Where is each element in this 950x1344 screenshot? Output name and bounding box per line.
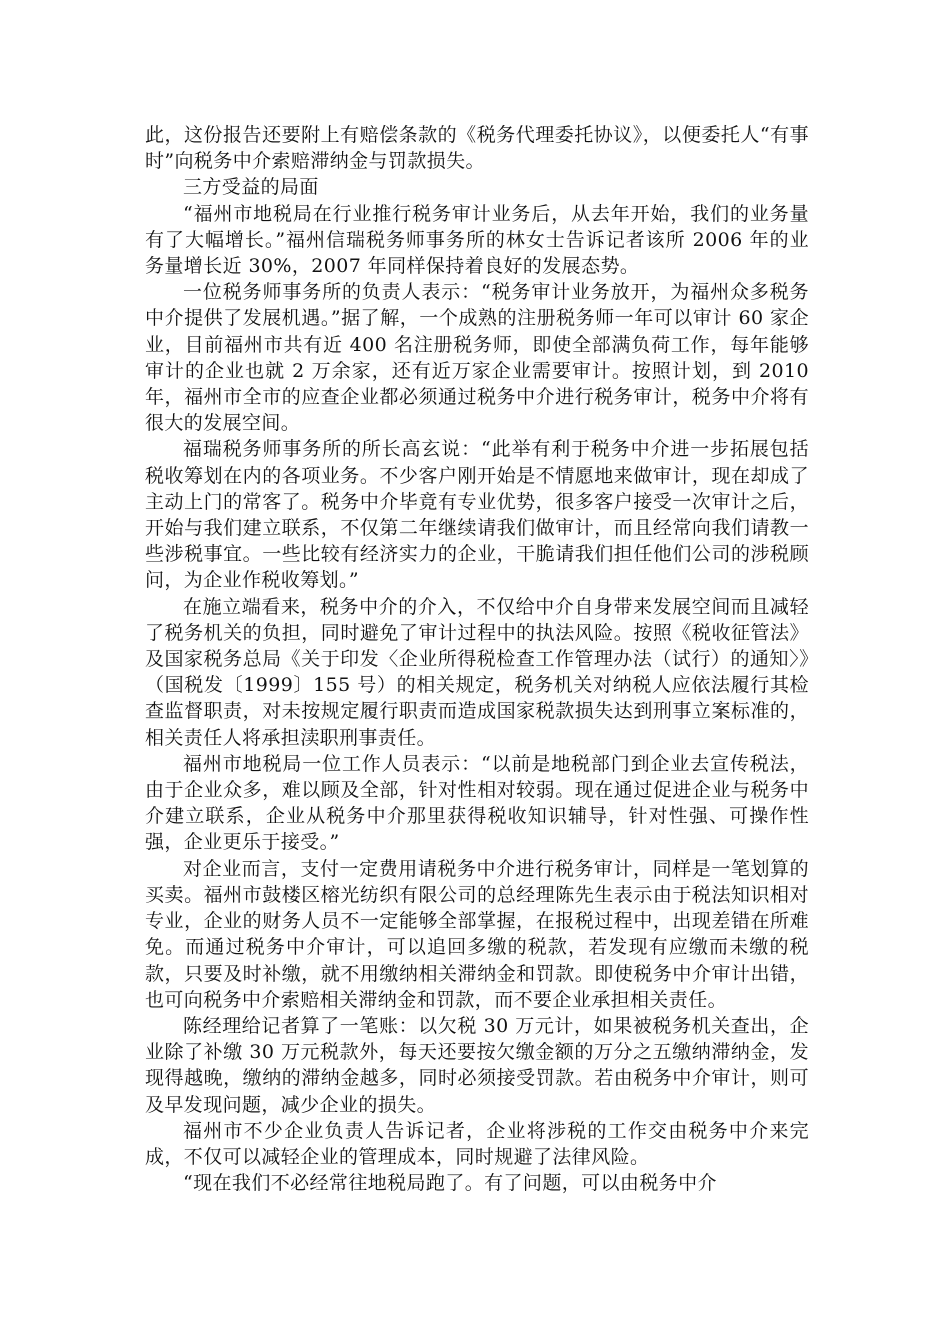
paragraph: 在施立端看来，税务中介的介入，不仅给中介自身带来发展空间而且减轻了税务机关的负担，同时避免了审计过程中的执法风险。按照《税收征管法》及国家税务总局《关于印发〈企业所得税检查工作管理办法（试行）的通知〉》（国税发〔1999〕155 号）的相关规定，税务机关对纳税人应依法履行其检查监督职责，对未按规定履行职责而造成国家税款损失达到刑事立案标准的，相关责任人将承担渎职刑事责任。 xyxy=(145,595,809,749)
paragraph: “福州市地税局在行业推行税务审计业务后，从去年开始，我们的业务量有了大幅增长。”福州信瑞税务师事务所的林女士告诉记者该所 2006 年的业务量增长近 30%，2007 年同样保持着良好的发展态势。 xyxy=(145,202,809,278)
section-heading: 三方受益的局面 xyxy=(183,176,319,199)
paragraph: 福州市不少企业负责人告诉记者，企业将涉税的工作交由税务中介来完成，不仅可以减轻企业的管理成本，同时规避了法律风险。 xyxy=(145,1119,809,1168)
paragraph: 一位税务师事务所的负责人表示：“税务审计业务放开，为福州众多税务中介提供了发展机遇。”据了解，一个成熟的注册税务师一年可以审计 60 家企业，目前福州市共有近 400 名注册税务师，即使全部满负荷工作，每年能够审计的企业也就 2 万余家，还有近万家企业需要审计。按照计划，到 2010 年，福州市全市的应查企业都必须通过税务中介进行税务审计，税务中介将有很大的发展空间。 xyxy=(145,281,809,435)
paragraph: 对企业而言，支付一定费用请税务中介进行税务审计，同样是一笔划算的买卖。福州市鼓楼区榕光纺织有限公司的总经理陈先生表示由于税法知识相对专业，企业的财务人员不一定能够全部掌握，在报税过程中，出现差错在所难免。而通过税务中介审计，可以追回多缴的税款，若发现有应缴而未缴的税款，只要及时补缴，就不用缴纳相关滞纳金和罚款。即使税务中介审计出错，也可向税务中介索赔相关滞纳金和罚款，而不要企业承担相关责任。 xyxy=(145,857,809,1011)
paragraph: 陈经理给记者算了一笔账：以欠税 30 万元计，如果被税务机关查出，企业除了补缴 30 万元税款外，每天还要按欠缴金额的万分之五缴纳滞纳金，发现得越晚，缴纳的滞纳金越多，同时必须接受罚款。若由税务中介审计，则可及早发现问题，减少企业的损失。 xyxy=(145,1014,809,1116)
article-body xyxy=(145,122,809,1196)
paragraph: 福州市地税局一位工作人员表示：“以前是地税部门到企业去宣传税法，由于企业众多，难以顾及全部，针对性相对较弱。现在通过促进企业与税务中介建立联系，企业从税务中介那里获得税收知识辅导，针对性强、可操作性强，企业更乐于接受。” xyxy=(145,752,809,854)
paragraph: 福瑞税务师事务所的所长高玄说：“此举有利于税务中介进一步拓展包括税收筹划在内的各项业务。不少客户刚开始是不情愿地来做审计，现在却成了主动上门的常客了。税务中介毕竟有专业优势，很多客户接受一次审计之后，开始与我们建立联系，不仅第二年继续请我们做审计，而且经常向我们请教一些涉税事宜。一些比较有经济实力的企业，干脆请我们担任他们公司的涉税顾问，为企业作税收筹划。” xyxy=(145,438,809,592)
paragraph: “现在我们不必经常往地税局跑了。有了问题，可以由税务中介 xyxy=(183,1172,717,1195)
paragraph-continuation: 此，这份报告还要附上有赔偿条款的《税务代理委托协议》，以便委托人“有事时”向税务中介索赔滞纳金与罚款损失。 xyxy=(145,124,809,173)
